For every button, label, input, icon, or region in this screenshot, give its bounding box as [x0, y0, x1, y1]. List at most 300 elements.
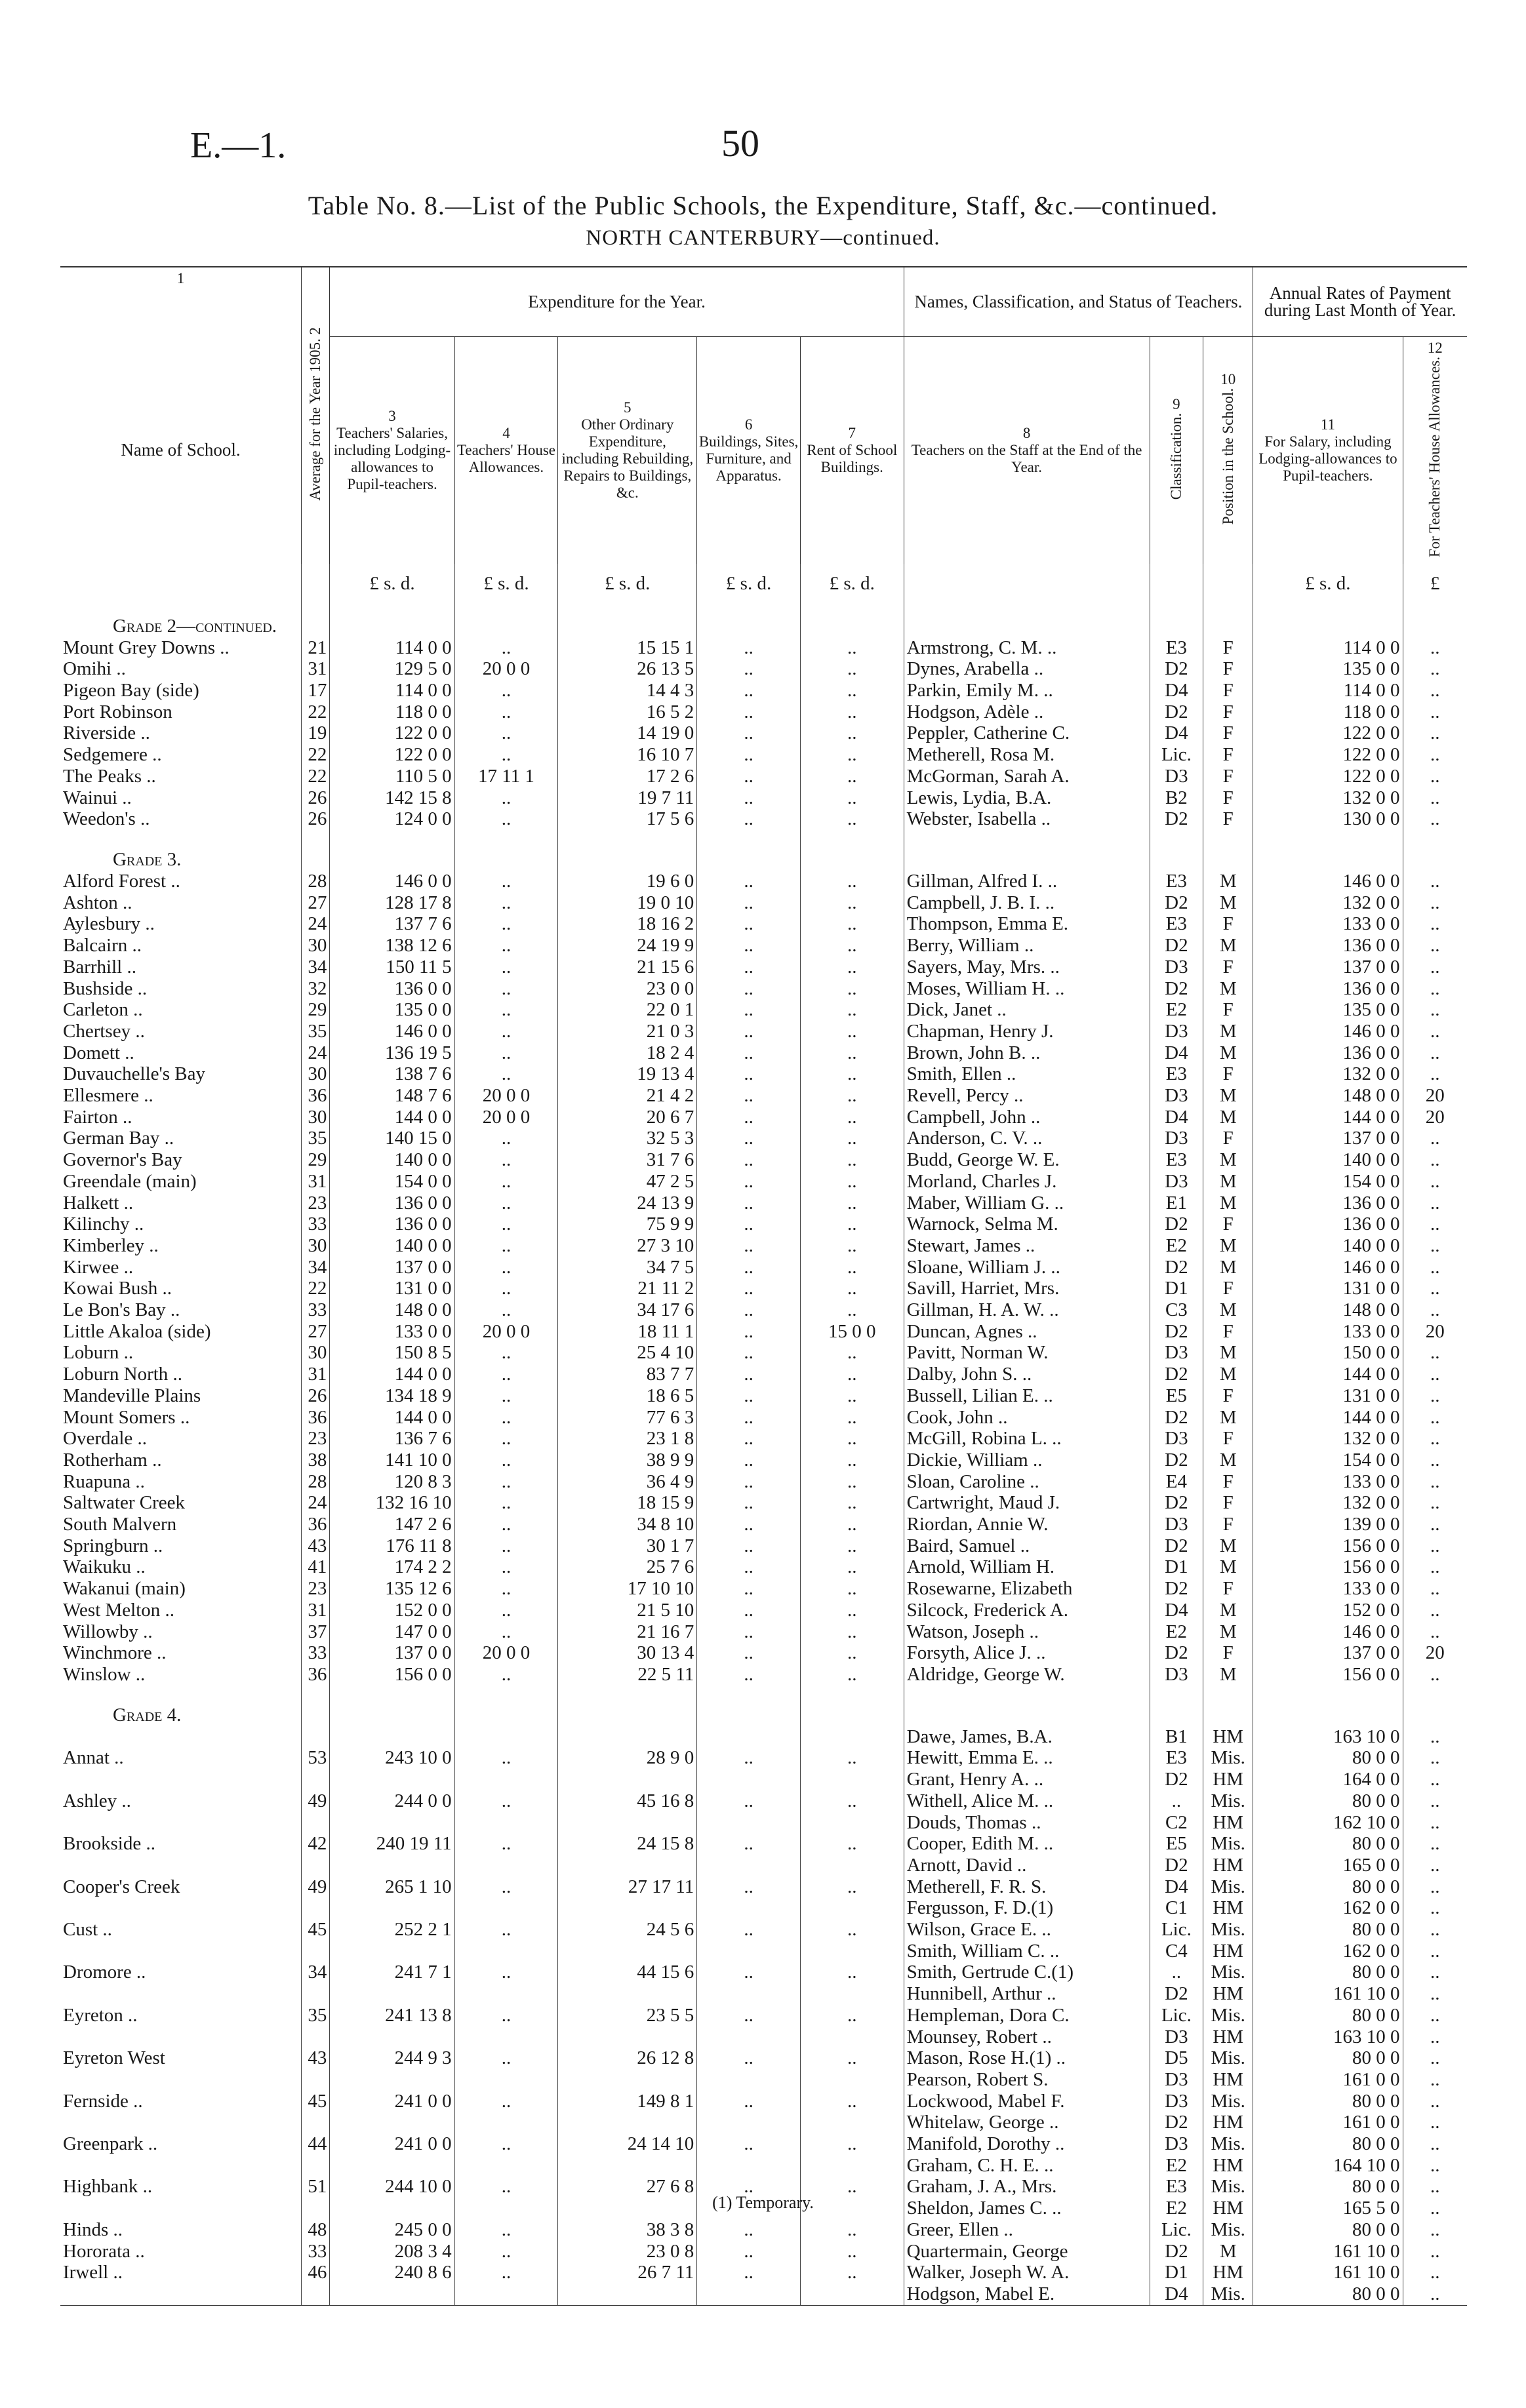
- empty-cell: [454, 1769, 558, 1790]
- house-allowances: ..: [454, 1833, 558, 1855]
- table-row: [60, 1962, 1467, 1983]
- house-allowance-rate: 20: [1403, 1321, 1467, 1343]
- school-name: Duvauchelle's Bay: [63, 1063, 206, 1085]
- school-name: Wainui ..: [63, 787, 132, 808]
- house-allowances: 20 0 0: [454, 1642, 558, 1664]
- teacher-name: Sayers, May, Mrs. ..: [904, 957, 1150, 978]
- rates-group-header: Annual Rates of Payment during Last Month of Year.: [1253, 267, 1467, 336]
- rent: ..: [800, 1578, 904, 1600]
- position: Mis.: [1203, 1833, 1253, 1855]
- school-name: Le Bon's Bay ..: [63, 1299, 180, 1321]
- position: M: [1203, 1342, 1253, 1364]
- house-allowance-rate: ..: [1403, 1897, 1467, 1919]
- other-expenditure: 14 4 3: [558, 680, 697, 701]
- house-allowance-rate: ..: [1403, 913, 1467, 935]
- teachers-salaries: 136 0 0: [330, 978, 454, 1000]
- empty-cell: [60, 1769, 301, 1790]
- house-allowance-rate: ..: [1403, 1450, 1467, 1471]
- empty-cell: [558, 1897, 697, 1919]
- salary-rate: 139 0 0: [1253, 1514, 1403, 1535]
- classification: D2: [1150, 1492, 1203, 1514]
- position: HM: [1203, 2026, 1253, 2048]
- classification: E2: [1150, 1235, 1203, 1257]
- average-attendance: 36: [301, 1085, 329, 1107]
- house-allowances: ..: [454, 1193, 558, 1214]
- names-group-header: Names, Classification, and Status of Teachers.: [904, 267, 1253, 336]
- teachers-salaries: 243 10 0: [330, 1747, 454, 1769]
- empty-cell: [800, 830, 904, 871]
- house-allowance-rate: ..: [1403, 2176, 1467, 2198]
- school-name: Kowai Bush ..: [63, 1278, 172, 1299]
- position: M: [1203, 1450, 1253, 1471]
- house-allowances: ..: [454, 1450, 558, 1471]
- buildings-expenditure: ..: [697, 2262, 801, 2283]
- school-name: Loburn North ..: [63, 1364, 183, 1385]
- teacher-name: Duncan, Agnes ..: [904, 1321, 1150, 1343]
- teachers-salaries: 138 7 6: [330, 1063, 454, 1085]
- house-allowances: ..: [454, 1919, 558, 1941]
- empty-cell: [1403, 1686, 1467, 1726]
- teachers-salaries: 174 2 2: [330, 1556, 454, 1578]
- empty-cell: [800, 2026, 904, 2048]
- other-expenditure: 27 3 10: [558, 1235, 697, 1257]
- table-row: [60, 1790, 1467, 1812]
- other-expenditure: 24 15 8: [558, 1833, 697, 1855]
- classification: D3: [1150, 1342, 1203, 1364]
- salary-rate: 144 0 0: [1253, 1407, 1403, 1429]
- table-row: [60, 722, 1467, 744]
- house-allowance-rate: ..: [1403, 1299, 1467, 1321]
- table-row: [60, 1364, 1467, 1385]
- school-name: Kirwee ..: [63, 1256, 134, 1278]
- col10-header: 10 Position in the School.: [1203, 336, 1253, 564]
- teacher-name: Riordan, Annie W.: [904, 1514, 1150, 1535]
- buildings-expenditure: ..: [697, 1876, 801, 1898]
- teacher-name: Graham, J. A., Mrs.: [904, 2176, 1150, 2198]
- teachers-salaries: 148 7 6: [330, 1085, 454, 1107]
- other-expenditure: 17 10 10: [558, 1578, 697, 1600]
- house-allowance-rate: ..: [1403, 2112, 1467, 2133]
- rent: ..: [800, 1514, 904, 1535]
- school-name: Halkett ..: [63, 1192, 134, 1214]
- empty-cell: [330, 1769, 454, 1790]
- house-allowance-rate: ..: [1403, 1278, 1467, 1299]
- col12-header: 12 For Teachers' House Allowances.: [1403, 336, 1467, 564]
- table-row: [60, 999, 1467, 1021]
- teacher-name: Whitelaw, George ..: [904, 2112, 1150, 2133]
- average-attendance: 26: [301, 787, 329, 809]
- table-row: [60, 1193, 1467, 1214]
- empty-cell: [60, 2155, 301, 2177]
- classification: D3: [1150, 1428, 1203, 1450]
- empty-cell: [904, 597, 1150, 637]
- teachers-salaries: 265 1 10: [330, 1876, 454, 1898]
- salary-rate: 122 0 0: [1253, 722, 1403, 744]
- rent: ..: [800, 1471, 904, 1493]
- empty-cell: [330, 830, 454, 871]
- empty-cell: [800, 597, 904, 637]
- table-row: [60, 1149, 1467, 1171]
- salary-rate: 146 0 0: [1253, 1257, 1403, 1278]
- position: F: [1203, 1278, 1253, 1299]
- empty-cell: [330, 2112, 454, 2133]
- teacher-name: Moses, William H. ..: [904, 978, 1150, 1000]
- teachers-salaries: 244 10 0: [330, 2176, 454, 2198]
- empty-cell: [454, 2026, 558, 2048]
- buildings-expenditure: ..: [697, 1214, 801, 1235]
- empty-cell: [697, 1769, 801, 1790]
- classification: C4: [1150, 1941, 1203, 1962]
- house-allowance-rate: ..: [1403, 1919, 1467, 1941]
- classification: D2: [1150, 935, 1203, 957]
- house-allowances: ..: [454, 1747, 558, 1769]
- position: M: [1203, 978, 1253, 1000]
- salary-rate: 161 10 0: [1253, 1983, 1403, 2005]
- salary-rate: 156 0 0: [1253, 1535, 1403, 1557]
- average-attendance: 32: [301, 978, 329, 1000]
- position: M: [1203, 1407, 1253, 1429]
- salary-rate: 80 0 0: [1253, 1876, 1403, 1898]
- classification: D3: [1150, 1085, 1203, 1107]
- salary-rate: 136 0 0: [1253, 1042, 1403, 1064]
- house-allowances: ..: [454, 1471, 558, 1493]
- salary-rate: 137 0 0: [1253, 1642, 1403, 1664]
- position: M: [1203, 2241, 1253, 2262]
- table-row: [60, 744, 1467, 766]
- salary-rate: 136 0 0: [1253, 1214, 1403, 1235]
- rent: ..: [800, 1962, 904, 1983]
- position: F: [1203, 1063, 1253, 1085]
- position: M: [1203, 1535, 1253, 1557]
- teachers-salaries: 132 16 10: [330, 1492, 454, 1514]
- buildings-expenditure: ..: [697, 1107, 801, 1128]
- other-expenditure: 20 6 7: [558, 1107, 697, 1128]
- table-row: [60, 1278, 1467, 1299]
- other-expenditure: 23 1 8: [558, 1428, 697, 1450]
- teacher-name: Hewitt, Emma E. ..: [904, 1747, 1150, 1769]
- classification: D2: [1150, 2241, 1203, 2262]
- house-allowance-rate: 20: [1403, 1085, 1467, 1107]
- other-expenditure: 18 11 1: [558, 1321, 697, 1343]
- school-name: Loburn ..: [63, 1342, 134, 1364]
- salary-rate: 140 0 0: [1253, 1149, 1403, 1171]
- empty-cell: [454, 2155, 558, 2177]
- house-allowances: ..: [454, 744, 558, 766]
- table-row: [60, 2219, 1467, 2241]
- rent: ..: [800, 1407, 904, 1429]
- table-row: [60, 1726, 1467, 1748]
- teacher-name: Arnott, David ..: [904, 1855, 1150, 1876]
- classification: D4: [1150, 680, 1203, 701]
- house-allowances: ..: [454, 1021, 558, 1042]
- teachers-salaries: 241 13 8: [330, 2005, 454, 2026]
- teacher-name: McGill, Robina L. ..: [904, 1428, 1150, 1450]
- buildings-expenditure: ..: [697, 2091, 801, 2112]
- salary-rate: 163 10 0: [1253, 2026, 1403, 2048]
- salary-rate: 132 0 0: [1253, 892, 1403, 914]
- position: F: [1203, 1642, 1253, 1664]
- salary-rate: 80 0 0: [1253, 2283, 1403, 2305]
- other-expenditure: 25 7 6: [558, 1556, 697, 1578]
- classification: D2: [1150, 1321, 1203, 1343]
- other-expenditure: 34 8 10: [558, 1514, 697, 1535]
- rent: ..: [800, 1492, 904, 1514]
- empty-cell: [330, 1855, 454, 1876]
- classification: D4: [1150, 1107, 1203, 1128]
- rent: ..: [800, 1600, 904, 1621]
- grade-heading-row: [60, 597, 1467, 637]
- salary-rate: 132 0 0: [1253, 1428, 1403, 1450]
- buildings-expenditure: ..: [697, 1042, 801, 1064]
- table-row: [60, 913, 1467, 935]
- teacher-name: Watson, Joseph ..: [904, 1621, 1150, 1643]
- teachers-salaries: 241 7 1: [330, 1962, 454, 1983]
- empty-cell: [301, 2026, 329, 2048]
- other-expenditure: 21 4 2: [558, 1085, 697, 1107]
- table-row: [60, 1664, 1467, 1686]
- average-attendance: 23: [301, 1193, 329, 1214]
- classification: D1: [1150, 1278, 1203, 1299]
- position: HM: [1203, 1726, 1253, 1748]
- table-row: [60, 1919, 1467, 1941]
- buildings-expenditure: ..: [697, 1342, 801, 1364]
- other-expenditure: 16 5 2: [558, 701, 697, 723]
- position: F: [1203, 637, 1253, 659]
- teachers-salaries: 137 0 0: [330, 1642, 454, 1664]
- position: M: [1203, 1021, 1253, 1042]
- school-name: South Malvern: [63, 1514, 177, 1535]
- salary-rate: 80 0 0: [1253, 1790, 1403, 1812]
- empty-cell: [330, 1726, 454, 1748]
- salary-rate: 136 0 0: [1253, 935, 1403, 957]
- school-name: Ruapuna ..: [63, 1470, 145, 1492]
- rent: ..: [800, 1342, 904, 1364]
- empty-cell: [1253, 830, 1403, 871]
- rent: ..: [800, 1621, 904, 1643]
- average-attendance: 22: [301, 1278, 329, 1299]
- house-allowances: ..: [454, 1578, 558, 1600]
- buildings-expenditure: ..: [697, 1790, 801, 1812]
- house-allowance-rate: ..: [1403, 1983, 1467, 2005]
- rent: ..: [800, 1107, 904, 1128]
- position: F: [1203, 680, 1253, 701]
- empty-cell: [301, 1726, 329, 1748]
- house-allowances: ..: [454, 1600, 558, 1621]
- buildings-expenditure: ..: [697, 957, 801, 978]
- average-attendance: 44: [301, 2133, 329, 2155]
- classification: D2: [1150, 1855, 1203, 1876]
- house-allowance-rate: ..: [1403, 1235, 1467, 1257]
- classification: D2: [1150, 1450, 1203, 1471]
- teachers-salaries: 124 0 0: [330, 808, 454, 830]
- teachers-salaries: 244 9 3: [330, 2047, 454, 2069]
- house-allowances: ..: [454, 1556, 558, 1578]
- average-attendance: 26: [301, 808, 329, 830]
- empty-cell: [800, 1769, 904, 1790]
- classification: E5: [1150, 1833, 1203, 1855]
- house-allowances: ..: [454, 2133, 558, 2155]
- house-allowance-rate: ..: [1403, 2091, 1467, 2112]
- average-attendance: 31: [301, 1600, 329, 1621]
- average-attendance: [301, 2283, 329, 2305]
- teachers-salaries: 245 0 0: [330, 2219, 454, 2241]
- other-expenditure: 19 13 4: [558, 1063, 697, 1085]
- classification: D4: [1150, 2283, 1203, 2305]
- empty-cell: [558, 1812, 697, 1834]
- salary-rate: 150 0 0: [1253, 1342, 1403, 1364]
- position: HM: [1203, 2069, 1253, 2091]
- salary-rate: 80 0 0: [1253, 1962, 1403, 1983]
- salary-rate: 163 10 0: [1253, 1726, 1403, 1748]
- average-attendance: 22: [301, 701, 329, 723]
- average-attendance: 27: [301, 892, 329, 914]
- empty-cell: [558, 830, 697, 871]
- salary-rate: 165 5 0: [1253, 2198, 1403, 2219]
- house-allowances: ..: [454, 1962, 558, 1983]
- house-allowances: ..: [454, 787, 558, 809]
- house-allowances: ..: [454, 1621, 558, 1643]
- other-expenditure: 27 17 11: [558, 1876, 697, 1898]
- classification: C3: [1150, 1299, 1203, 1321]
- salary-rate: 164 0 0: [1253, 1769, 1403, 1790]
- table-row: [60, 1428, 1467, 1450]
- position: M: [1203, 1085, 1253, 1107]
- house-allowances: ..: [454, 2219, 558, 2241]
- col8-header: 8 Teachers on the Staff at the End of the Year.: [904, 336, 1150, 564]
- table-row: [60, 1107, 1467, 1128]
- classification: D3: [1150, 2069, 1203, 2091]
- salary-rate: 80 0 0: [1253, 2091, 1403, 2112]
- position: Mis.: [1203, 2133, 1253, 2155]
- units-salary: £ s. d.: [330, 564, 454, 597]
- empty-cell: [301, 1812, 329, 1834]
- buildings-expenditure: ..: [697, 1085, 801, 1107]
- average-attendance: 24: [301, 1042, 329, 1064]
- average-attendance: 42: [301, 1833, 329, 1855]
- teachers-salaries: 148 0 0: [330, 1299, 454, 1321]
- teacher-name: Hunnibell, Arthur ..: [904, 1983, 1150, 2005]
- house-allowances: ..: [454, 1257, 558, 1278]
- empty-cell: [1203, 1686, 1253, 1726]
- col6-header: 6 Buildings, Sites, Furniture, and Apparatus.: [697, 336, 801, 564]
- buildings-expenditure: ..: [697, 999, 801, 1021]
- position: Mis.: [1203, 1962, 1253, 1983]
- salary-rate: 122 0 0: [1253, 766, 1403, 787]
- buildings-expenditure: ..: [697, 1299, 801, 1321]
- teachers-salaries: 136 0 0: [330, 1214, 454, 1235]
- house-allowance-rate: ..: [1403, 766, 1467, 787]
- school-name: German Bay ..: [63, 1128, 174, 1149]
- salary-rate: 80 0 0: [1253, 2176, 1403, 2198]
- teachers-salaries: 137 0 0: [330, 1257, 454, 1278]
- teacher-name: Thompson, Emma E.: [904, 913, 1150, 935]
- school-name: Mandeville Plains: [63, 1385, 201, 1406]
- empty-cell: [800, 1726, 904, 1748]
- position: F: [1203, 658, 1253, 680]
- teachers-salaries: 134 18 9: [330, 1385, 454, 1407]
- empty-cell: [454, 1941, 558, 1962]
- empty-cell: [697, 1855, 801, 1876]
- table-row: [60, 1833, 1467, 1855]
- table-row: [60, 1535, 1467, 1557]
- salary-rate: 162 0 0: [1253, 1897, 1403, 1919]
- position: Mis.: [1203, 2091, 1253, 2112]
- school-name: Wakanui (main): [63, 1578, 186, 1600]
- empty-cell: [697, 2112, 801, 2133]
- col4-header: 4 Teachers' House Allowances.: [454, 336, 558, 564]
- house-allowances: ..: [454, 808, 558, 830]
- teacher-name: Cook, John ..: [904, 1407, 1150, 1429]
- empty-cell: [800, 2069, 904, 2091]
- buildings-expenditure: ..: [697, 1321, 801, 1343]
- house-allowances: ..: [454, 1385, 558, 1407]
- average-attendance: 34: [301, 1962, 329, 1983]
- teachers-salaries: 140 0 0: [330, 1149, 454, 1171]
- classification: D4: [1150, 1042, 1203, 1064]
- average-attendance: 34: [301, 1257, 329, 1278]
- other-expenditure: 18 16 2: [558, 913, 697, 935]
- rent: ..: [800, 1149, 904, 1171]
- school-name: Eyreton ..: [63, 2004, 138, 2026]
- empty-cell: [1150, 830, 1203, 871]
- rent: ..: [800, 1642, 904, 1664]
- house-allowance-rate: ..: [1403, 1364, 1467, 1385]
- position: HM: [1203, 1812, 1253, 1834]
- teacher-name: Hodgson, Mabel E.: [904, 2283, 1150, 2305]
- units-buildings: £ s. d.: [697, 564, 801, 597]
- teacher-name: Manifold, Dorothy ..: [904, 2133, 1150, 2155]
- buildings-expenditure: ..: [697, 680, 801, 701]
- school-name: Hororata ..: [63, 2240, 145, 2262]
- buildings-expenditure: ..: [697, 1621, 801, 1643]
- teachers-salaries: 144 0 0: [330, 1407, 454, 1429]
- position: HM: [1203, 2198, 1253, 2219]
- position: F: [1203, 1321, 1253, 1343]
- school-name: Little Akaloa (side): [63, 1320, 211, 1342]
- position: Mis.: [1203, 2283, 1253, 2305]
- other-expenditure: 14 19 0: [558, 722, 697, 744]
- house-allowance-rate: 20: [1403, 1642, 1467, 1664]
- empty-cell: [60, 1941, 301, 1962]
- teachers-salaries: 128 17 8: [330, 892, 454, 914]
- house-allowance-rate: ..: [1403, 701, 1467, 723]
- school-name: Eyreton West: [63, 2047, 165, 2069]
- classification: D4: [1150, 1876, 1203, 1898]
- other-expenditure: 77 6 3: [558, 1407, 697, 1429]
- house-allowances: ..: [454, 722, 558, 744]
- buildings-expenditure: ..: [697, 1642, 801, 1664]
- house-allowance-rate: ..: [1403, 999, 1467, 1021]
- position: HM: [1203, 1983, 1253, 2005]
- footnote: (1) Temporary.: [712, 2193, 814, 2212]
- average-attendance: 26: [301, 1385, 329, 1407]
- position: M: [1203, 871, 1253, 892]
- salary-rate: 154 0 0: [1253, 1450, 1403, 1471]
- house-allowance-rate: ..: [1403, 2047, 1467, 2069]
- rent: ..: [800, 1193, 904, 1214]
- buildings-expenditure: [697, 2283, 801, 2305]
- other-expenditure: 30 13 4: [558, 1642, 697, 1664]
- teachers-salaries: 146 0 0: [330, 871, 454, 892]
- average-attendance: 36: [301, 1514, 329, 1535]
- classification: D3: [1150, 2091, 1203, 2112]
- house-allowance-rate: ..: [1403, 2069, 1467, 2091]
- school-name: Balcairn ..: [63, 935, 142, 957]
- teachers-salaries: 138 12 6: [330, 935, 454, 957]
- house-allowance-rate: ..: [1403, 1941, 1467, 1962]
- rent: ..: [800, 1385, 904, 1407]
- table-row: [60, 1812, 1467, 1834]
